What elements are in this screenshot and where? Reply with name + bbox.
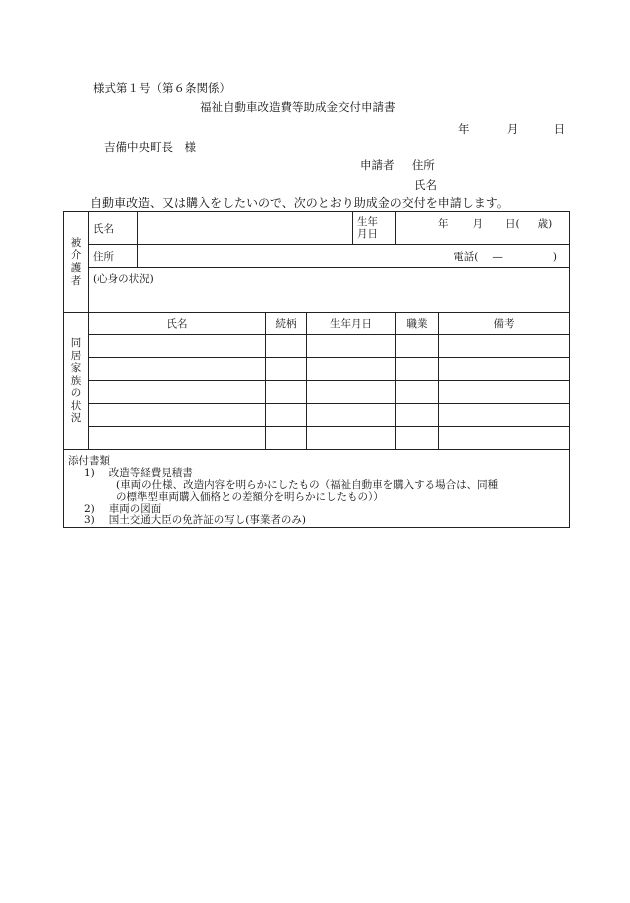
family-col-relation: 続柄 [266, 313, 307, 335]
family-birth-cell[interactable] [307, 381, 396, 404]
family-occupation-cell[interactable] [396, 381, 439, 404]
addressee: 吉備中央町長 様 [104, 140, 196, 154]
family-col-name: 氏名 [89, 313, 266, 335]
intro-text: 自動車改造、又は購入をしたいので、次のとおり助成金の交付を申請します。 [90, 196, 509, 210]
family-remarks-cell[interactable] [439, 358, 570, 381]
form-number: 様式第１号（第６条関係） [93, 81, 231, 95]
application-table [63, 211, 570, 450]
family-name-cell[interactable] [89, 427, 266, 450]
family-birth-cell[interactable] [307, 358, 396, 381]
recipient-address-field[interactable]: 電話( — ) [138, 245, 570, 268]
date-year-label: 年 [458, 122, 470, 136]
document-title: 福祉自動車改造費等助成金交付申請書 [200, 100, 396, 114]
family-occupation-cell[interactable] [396, 358, 439, 381]
family-remarks-cell[interactable] [439, 404, 570, 427]
family-remarks-cell[interactable] [439, 381, 570, 404]
attachments-title: 添付書類 [68, 455, 110, 467]
family-birth-cell[interactable] [307, 404, 396, 427]
family-name-cell[interactable] [89, 404, 266, 427]
family-col-remarks: 備考 [439, 313, 570, 335]
applicant-name-label: 氏名 [414, 178, 437, 192]
care-recipient-section-label: 被 介 護 者 [64, 212, 89, 313]
applicant-label: 申請者 [360, 158, 395, 172]
family-col-birthdate: 生年月日 [307, 313, 396, 335]
condition-label: (心身の状況) [93, 273, 154, 285]
date-day-label: 日 [553, 122, 566, 136]
applicant-address-label: 住所 [411, 158, 435, 172]
family-birth-cell[interactable] [307, 427, 396, 450]
table-row [64, 358, 570, 381]
family-name-cell[interactable] [89, 358, 266, 381]
table-row [64, 404, 570, 427]
phone-label: 電話( [453, 250, 479, 263]
family-birth-cell[interactable] [307, 335, 396, 358]
recipient-birth-label: 生年 月日 [353, 212, 396, 245]
attachment-item: 3) 国土交通大臣の免許証の写し(事業者のみ) [84, 514, 306, 526]
attachment-item-detail: (車両の仕様、改造内容を明らかにしたもの（福祉自動車を購入する場合は、同種 [116, 479, 499, 491]
attachment-item: 1) 改造等経費見積書 [84, 467, 193, 479]
family-relation-cell[interactable] [266, 335, 307, 358]
family-name-cell[interactable] [89, 381, 266, 404]
table-row [64, 427, 570, 450]
recipient-name-label: 氏名 [89, 212, 138, 245]
family-name-cell[interactable] [89, 335, 266, 358]
attachment-item: 2) 車両の図面 [84, 503, 162, 515]
family-section-label: 同 居 家 族 の 状 況 [64, 313, 89, 450]
phone-dash: — [492, 250, 503, 263]
family-occupation-cell[interactable] [396, 404, 439, 427]
table-row [64, 335, 570, 358]
family-relation-cell[interactable] [266, 404, 307, 427]
family-relation-cell[interactable] [266, 358, 307, 381]
family-remarks-cell[interactable] [439, 427, 570, 450]
family-remarks-cell[interactable] [439, 335, 570, 358]
recipient-address-label: 住所 [89, 245, 138, 268]
family-col-occupation: 職業 [396, 313, 439, 335]
attachments-section [63, 449, 570, 528]
table-row [64, 381, 570, 404]
application-date [458, 121, 565, 137]
family-relation-cell[interactable] [266, 381, 307, 404]
recipient-name-field[interactable] [138, 212, 353, 245]
applicant-address-line [360, 157, 435, 173]
family-occupation-cell[interactable] [396, 335, 439, 358]
family-occupation-cell[interactable] [396, 427, 439, 450]
family-relation-cell[interactable] [266, 427, 307, 450]
recipient-condition-field[interactable] [89, 268, 570, 313]
recipient-birth-field[interactable]: 年 月 日( 歳) [396, 212, 570, 245]
attachment-item-detail: の標準型車両購入価格との差額分を明らかにしたもの）） [116, 491, 384, 503]
date-month-label: 月 [506, 122, 519, 136]
